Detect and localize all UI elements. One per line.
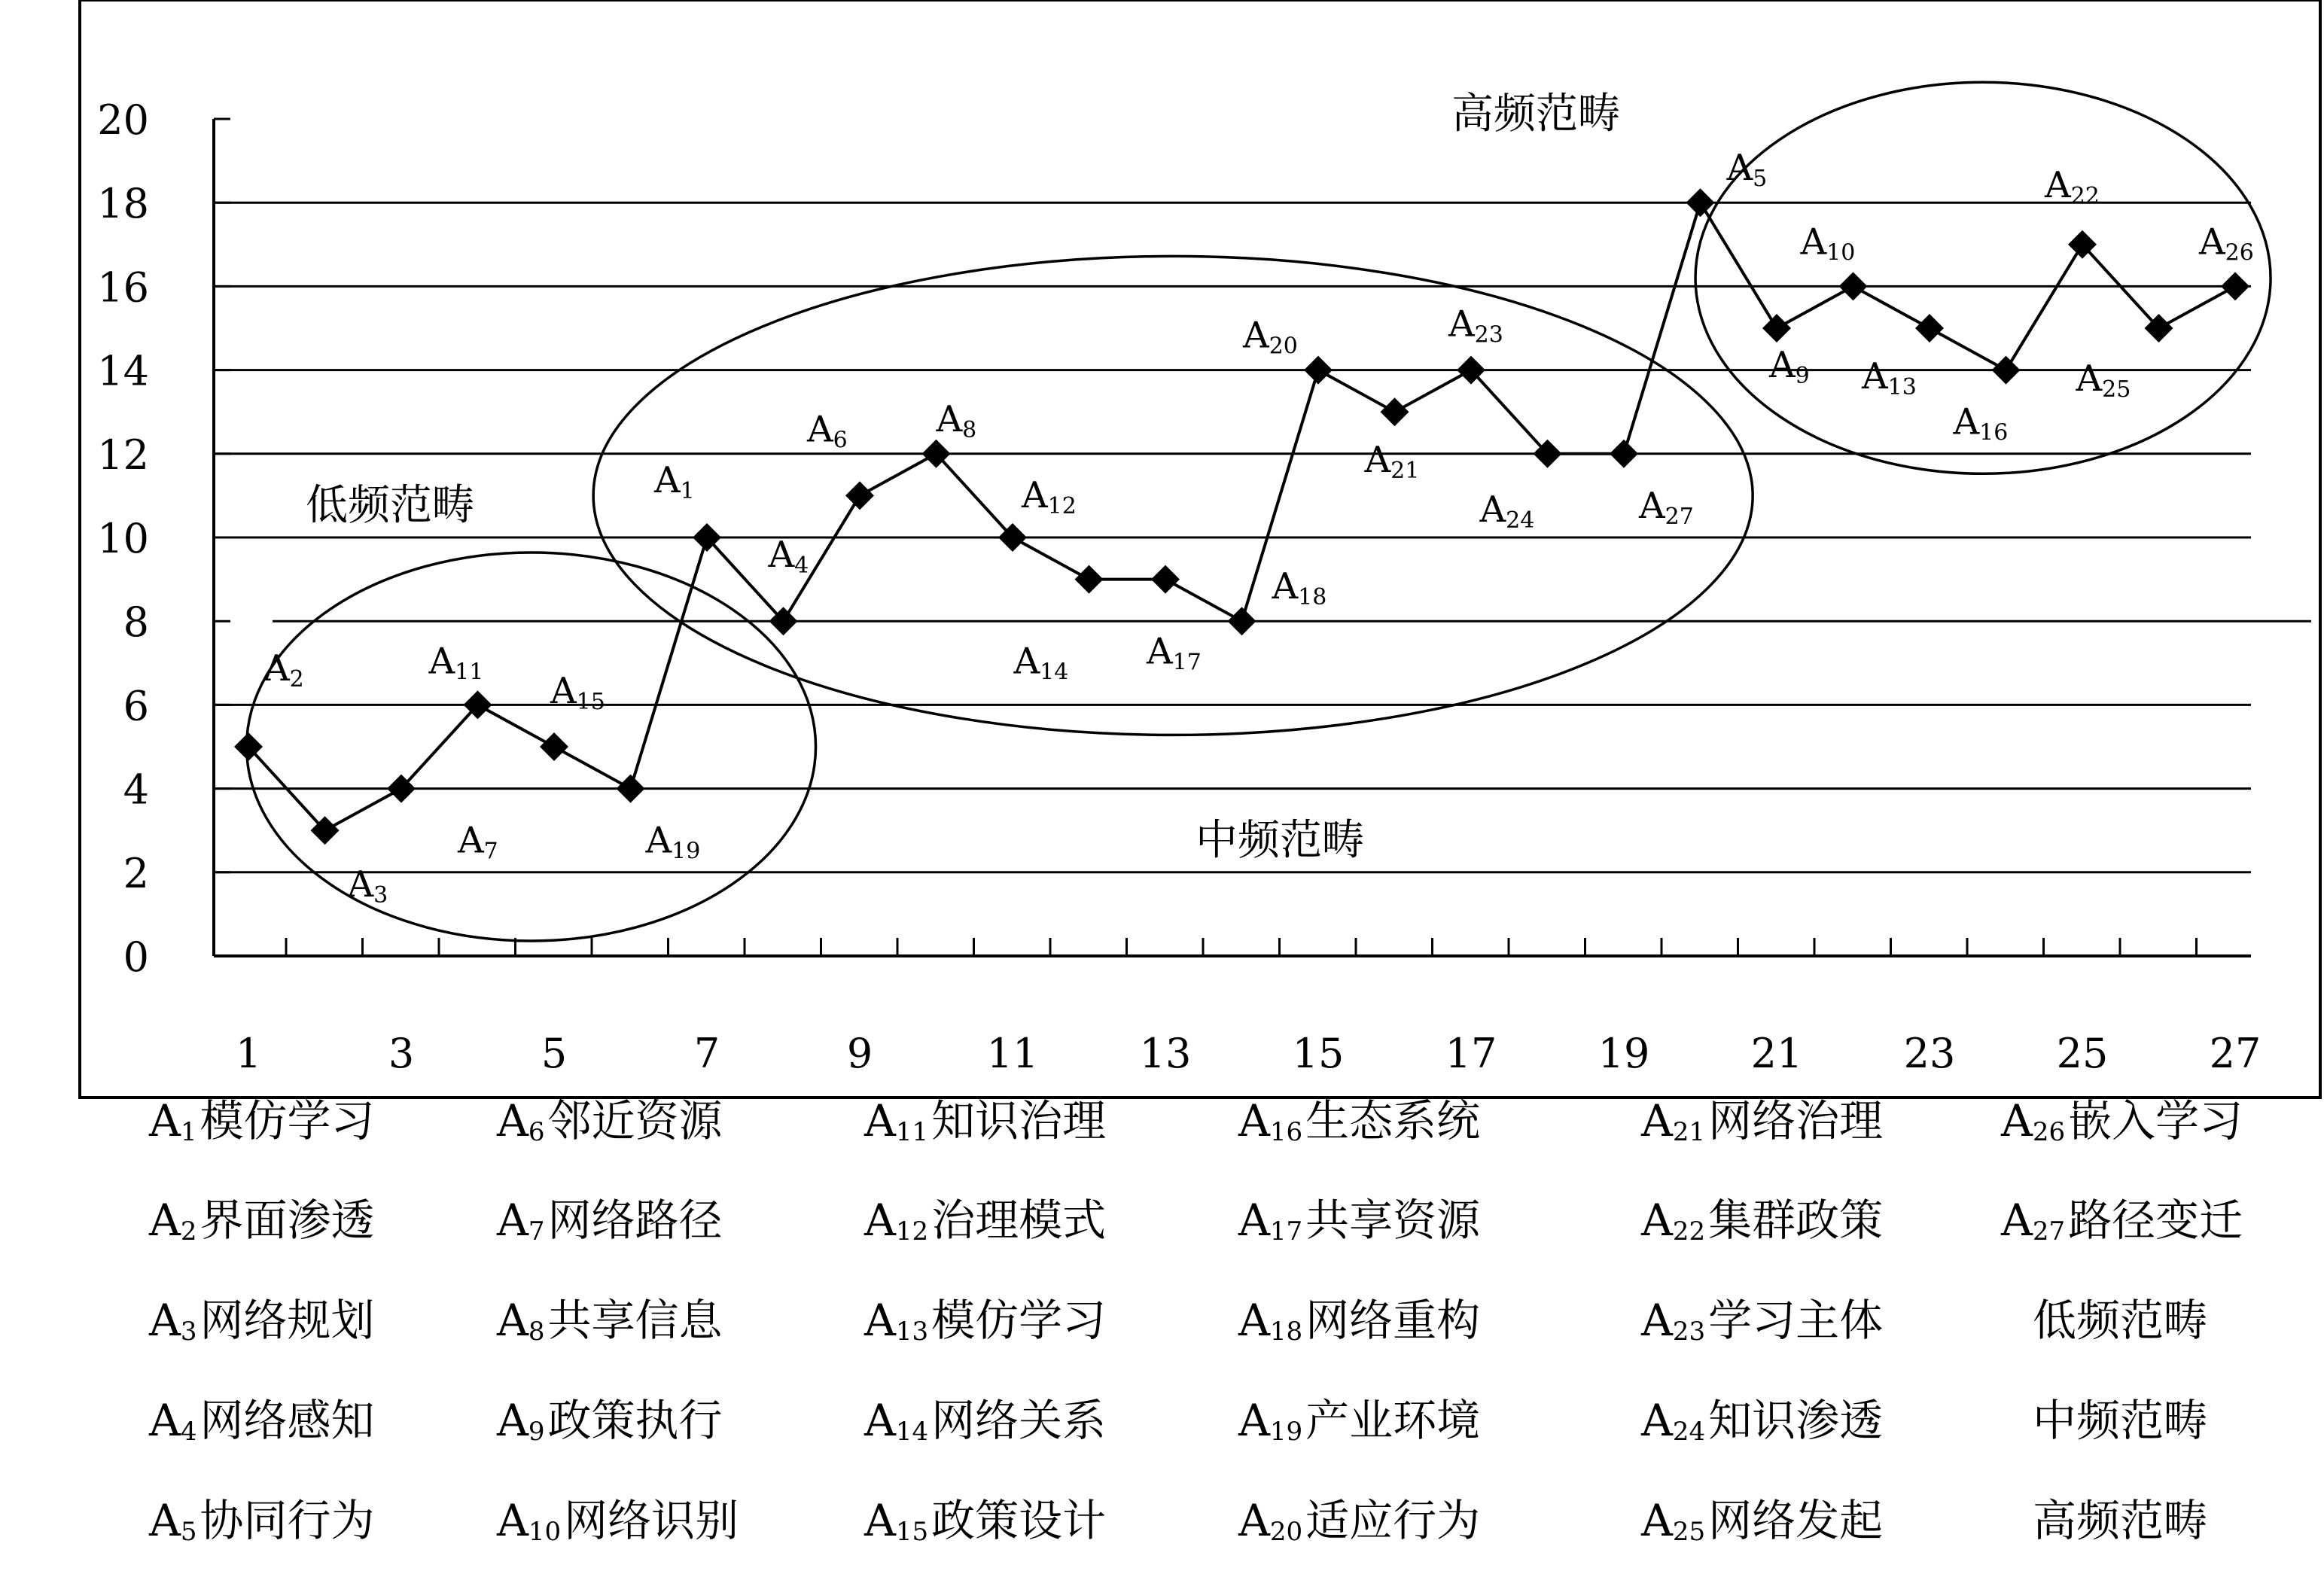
legend-item-subscript: 3 xyxy=(180,1317,197,1347)
y-tick-label: 0 xyxy=(123,933,149,981)
point-label-subscript: 21 xyxy=(1390,458,1420,485)
x-tick-labels xyxy=(236,1030,2262,1077)
legend-item: $A_{24}$知识渗透 xyxy=(1641,1395,1884,1447)
data-point-marker xyxy=(1304,356,1333,385)
data-point-marker xyxy=(540,732,568,761)
point-label: A4 xyxy=(768,534,809,580)
point-label-subscript: 25 xyxy=(2102,376,2131,403)
point-label: A9 xyxy=(1769,344,1810,389)
legend-item: $A_{19}$产业环境 xyxy=(1238,1395,1481,1447)
point-label-subscript: 15 xyxy=(576,689,605,715)
point-label-subscript: 27 xyxy=(1665,503,1694,530)
point-label: A19 xyxy=(645,819,701,865)
y-tick-label: 18 xyxy=(97,180,149,228)
x-tick-label: 21 xyxy=(1750,1030,1803,1077)
ellipse-high xyxy=(1695,82,2271,473)
legend-item-subscript: 7 xyxy=(528,1216,545,1247)
x-tick-label: 25 xyxy=(2056,1030,2109,1077)
legend-item-subscript: 26 xyxy=(2032,1117,2066,1147)
point-label: A12 xyxy=(1022,474,1077,519)
point-label-subscript: 11 xyxy=(455,659,484,686)
legend-item: $A_{26}$嵌入学习 xyxy=(2001,1095,2243,1147)
y-tick-label: 6 xyxy=(123,682,149,730)
point-label-subscript: 20 xyxy=(1269,333,1298,360)
point-label: A22 xyxy=(2045,163,2100,209)
point-label: A15 xyxy=(550,670,605,715)
y-tick-labels xyxy=(97,96,149,981)
data-point-marker xyxy=(617,775,645,803)
x-tick-label: 19 xyxy=(1598,1030,1650,1077)
point-label: A20 xyxy=(1243,314,1298,360)
legend-item-subscript: 24 xyxy=(1672,1417,1706,1447)
legend-item-subscript: 6 xyxy=(528,1117,545,1147)
region-label-high: 高频范畴 xyxy=(1451,90,1620,139)
point-label-subscript: 17 xyxy=(1172,649,1202,676)
x-tick-label: 7 xyxy=(693,1030,720,1077)
y-tick-label: 8 xyxy=(123,598,149,647)
legend-item: $A_8$共享信息 xyxy=(497,1295,723,1347)
legend-item-subscript: 18 xyxy=(1269,1317,1303,1347)
point-label-subscript: 26 xyxy=(2225,239,2254,266)
legend-item-subscript: 16 xyxy=(1269,1117,1303,1147)
point-label: A27 xyxy=(1639,484,1694,530)
data-line xyxy=(248,202,2235,830)
legend-item: $A_{20}$适应行为 xyxy=(1238,1495,1481,1547)
legend-category-label: 低频范畴 xyxy=(2033,1295,2208,1346)
y-tick-label: 20 xyxy=(97,96,149,144)
ellipse-low xyxy=(247,553,816,941)
y-tick-label: 12 xyxy=(97,431,149,479)
data-point-marker xyxy=(1686,188,1715,217)
point-label-subscript: 22 xyxy=(2070,182,2100,209)
x-tick-label: 5 xyxy=(541,1030,568,1077)
y-tick-label: 2 xyxy=(123,849,149,897)
x-tick-label: 11 xyxy=(986,1030,1039,1077)
legend-item: $A_{21}$网络治理 xyxy=(1641,1095,1884,1147)
point-label: A3 xyxy=(347,863,388,909)
point-label: A13 xyxy=(1862,355,1917,400)
x-tick-label: 27 xyxy=(2209,1030,2262,1077)
legend-item-subscript: 10 xyxy=(528,1517,562,1547)
chart-frame xyxy=(80,0,2320,1097)
data-point-marker xyxy=(1762,314,1791,342)
point-label-subscript: 16 xyxy=(1979,419,2009,446)
y-tick-label: 16 xyxy=(97,263,149,312)
legend-item: $A_{10}$网络识别 xyxy=(497,1495,739,1547)
point-label-subscript: 2 xyxy=(289,666,304,693)
legend-item: $A_{18}$网络重构 xyxy=(1238,1295,1481,1347)
legend-item-subscript: 22 xyxy=(1672,1216,1706,1247)
data-point-marker xyxy=(1228,607,1256,635)
point-label-subscript: 9 xyxy=(1795,363,1810,389)
legend-item-subscript: 1 xyxy=(180,1117,197,1147)
point-labels xyxy=(263,147,2254,909)
point-label: A18 xyxy=(1272,565,1327,611)
data-point-marker xyxy=(1151,565,1180,594)
legend-category-label: 高频范畴 xyxy=(2033,1495,2208,1546)
point-label: A26 xyxy=(2199,221,2254,266)
x-tick-label: 15 xyxy=(1292,1030,1345,1077)
point-label: A6 xyxy=(807,408,848,454)
point-label-subscript: 19 xyxy=(672,838,701,865)
legend-item: $A_{11}$知识治理 xyxy=(864,1095,1107,1147)
point-label-subscript: 13 xyxy=(1887,374,1917,400)
point-label-subscript: 8 xyxy=(962,416,977,443)
legend-item: $A_{12}$治理模式 xyxy=(864,1195,1107,1247)
legend-item-subscript: 14 xyxy=(895,1417,929,1447)
point-label: A7 xyxy=(458,819,498,865)
x-tick-label: 23 xyxy=(1903,1030,1956,1077)
legend-item-subscript: 27 xyxy=(2032,1216,2066,1247)
x-tick-label: 17 xyxy=(1445,1030,1497,1077)
legend-item-subscript: 12 xyxy=(895,1216,929,1247)
legend-item-subscript: 11 xyxy=(895,1117,929,1147)
legend-item: $A_{15}$政策设计 xyxy=(864,1495,1107,1547)
legend-item: $A_{23}$学习主体 xyxy=(1641,1295,1884,1347)
point-label-subscript: 14 xyxy=(1040,659,1069,686)
point-label: A2 xyxy=(263,647,304,693)
legend-item: $A_5$协同行为 xyxy=(149,1495,375,1547)
legend-item-subscript: 9 xyxy=(528,1417,545,1447)
data-point-marker xyxy=(2221,272,2249,300)
legend-item-subscript: 20 xyxy=(1269,1517,1303,1547)
point-label-subscript: 10 xyxy=(1826,239,1856,266)
legend-category-label: 中频范畴 xyxy=(2033,1395,2208,1446)
x-tick-label: 1 xyxy=(235,1030,262,1077)
y-tick-label: 14 xyxy=(97,347,149,395)
data-point-marker xyxy=(845,481,874,510)
y-tick-label: 4 xyxy=(123,766,149,814)
legend-item: $A_6$邻近资源 xyxy=(497,1095,723,1147)
legend-item: $A_{16}$生态系统 xyxy=(1238,1095,1481,1147)
legend-item-subscript: 25 xyxy=(1672,1517,1706,1547)
legend-item: $A_{22}$集群政策 xyxy=(1641,1195,1884,1247)
point-label: A5 xyxy=(1726,147,1768,193)
region-labels xyxy=(306,90,1620,865)
point-label-subscript: 18 xyxy=(1298,584,1327,611)
point-label-subscript: 12 xyxy=(1047,493,1077,519)
legend-item: $A_7$网络路径 xyxy=(497,1195,723,1247)
point-label-subscript: 6 xyxy=(833,427,848,454)
legend-item: $A_{14}$网络关系 xyxy=(864,1395,1107,1447)
legend-item: $A_2$界面渗透 xyxy=(149,1195,375,1247)
category-ellipses xyxy=(247,82,2271,941)
legend-item: $A_{27}$路径变迁 xyxy=(2001,1195,2243,1247)
data-point-marker xyxy=(1992,356,2021,385)
legend-item: $A_{25}$网络发起 xyxy=(1641,1495,1884,1547)
point-label: A8 xyxy=(936,397,977,443)
point-label: A21 xyxy=(1364,439,1420,485)
point-label: A1 xyxy=(654,459,695,504)
legend-item: $A_1$模仿学习 xyxy=(149,1095,375,1147)
point-label: A16 xyxy=(1953,400,2009,446)
legend-item: $A_9$政策执行 xyxy=(497,1395,723,1447)
legend-item: $A_{13}$模仿学习 xyxy=(864,1295,1107,1347)
data-point-marker xyxy=(1075,565,1104,594)
legend-item-subscript: 23 xyxy=(1672,1317,1706,1347)
legend-item: $A_4$网络感知 xyxy=(149,1395,375,1447)
legend-item-subscript: 15 xyxy=(895,1517,929,1547)
point-label: A23 xyxy=(1448,303,1503,349)
legend-item-subscript: 5 xyxy=(180,1517,197,1547)
point-label-subscript: 3 xyxy=(373,882,388,909)
point-label-subscript: 7 xyxy=(483,838,498,865)
legend-item-subscript: 8 xyxy=(528,1317,545,1347)
point-label: A11 xyxy=(428,640,484,686)
point-label: A24 xyxy=(1479,488,1535,534)
legend-item-subscript: 17 xyxy=(1269,1216,1303,1247)
point-label-subscript: 1 xyxy=(680,478,695,504)
legend-item: $A_{17}$共享资源 xyxy=(1238,1195,1481,1247)
legend-item-subscript: 21 xyxy=(1672,1117,1706,1147)
region-label-low: 低频范畴 xyxy=(306,481,474,530)
point-label-subscript: 23 xyxy=(1474,321,1503,349)
point-label-subscript: 24 xyxy=(1506,507,1535,534)
data-point-marker xyxy=(1915,314,1944,342)
region-label-mid: 中频范畴 xyxy=(1196,816,1364,865)
x-tick-label: 9 xyxy=(846,1030,873,1077)
legend-item-subscript: 4 xyxy=(180,1417,197,1447)
series-line xyxy=(248,202,2235,830)
data-point-marker xyxy=(1381,397,1409,426)
y-tick-label: 10 xyxy=(97,515,149,562)
x-tick-label: 13 xyxy=(1139,1030,1192,1077)
legend-item: $A_3$网络规划 xyxy=(149,1295,375,1347)
data-point-marker xyxy=(1610,440,1638,468)
legend-item-subscript: 19 xyxy=(1269,1417,1303,1447)
point-label: A10 xyxy=(1800,221,1856,266)
point-label: A14 xyxy=(1013,640,1069,686)
x-tick-label: 3 xyxy=(388,1030,415,1077)
point-label-subscript: 5 xyxy=(1753,166,1768,193)
legend-item-subscript: 2 xyxy=(180,1216,197,1247)
point-label: A17 xyxy=(1147,630,1202,676)
point-label-subscript: 4 xyxy=(794,553,809,580)
data-point-marker xyxy=(1839,272,1868,300)
legend-item-subscript: 13 xyxy=(895,1317,929,1347)
gridlines xyxy=(214,202,2311,872)
point-label: A25 xyxy=(2076,358,2131,403)
